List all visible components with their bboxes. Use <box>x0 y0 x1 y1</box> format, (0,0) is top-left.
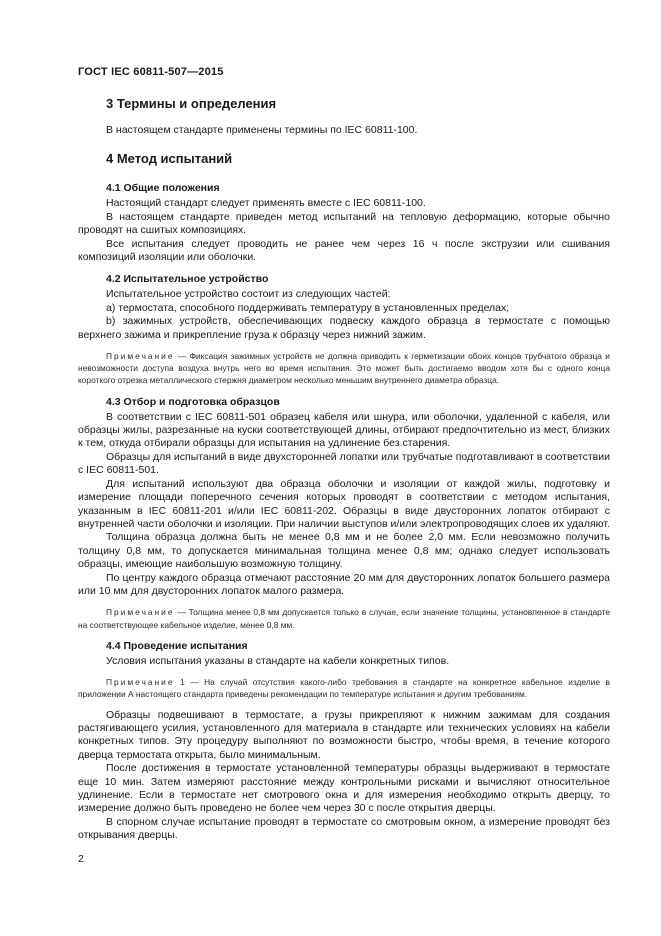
section-3-paragraph: В настоящем стандарте применены термины по IEC 60811-100. <box>106 124 418 136</box>
section-3-heading: 3 Термины и определения <box>106 96 277 111</box>
note <box>78 676 610 700</box>
note <box>78 606 610 630</box>
paragraph: В спорном случае испытание проводят в термостате со смотровым окном, а измерение проводят без открывания дверцы. <box>78 815 610 842</box>
section-4-heading: 4 Метод испытаний <box>106 151 233 167</box>
paragraph: Все испытания следует проводить не ранее чем через 16 ч после экструзии или сшивания композиций изоляции или оболочки. <box>78 237 610 264</box>
subsection-4-4-heading: 4.4 Проведение испытания <box>106 639 248 652</box>
document-body <box>78 90 610 843</box>
paragraph: Настоящий стандарт следует применять вместе с IEC 60811-100. <box>106 197 426 210</box>
subsection-4-2-heading: 4.2 Испытательное устройство <box>106 273 269 286</box>
note-text: 1 — На случай отсутствия какого-либо требования в стандарте на конкретное кабельное изделие в приложении А настоящего стандарта приведены рекомендации по температуре испытания и другим требованиям. <box>78 677 610 700</box>
note <box>78 350 610 387</box>
paragraph: Толщина образца должна быть не менее 0,8 мм и не более 2,0 мм. Если невозможно получить толщину 0,8 мм, то допускается минимальная толщина менее 0,8 мм; однако следует использовать образцы, имеющие наибольшую возможную толщину. <box>78 531 610 571</box>
note-label: Примечание <box>106 677 175 688</box>
document-header: ГОСТ IEC 60811-507—2015 <box>78 66 224 78</box>
list-item: a) термостата, способного поддерживать температуру в установленных пределах; <box>106 301 510 314</box>
note-label: Примечание <box>106 607 175 618</box>
paragraph: Для испытаний используют два образца оболочки и изоляции от каждой жилы, подготовку и измерение площади поперечного сечения которых проводят в соответствии с методом испытания, указанным в IEC 60811-201 и/или IEC 60811-202. Образцы в виде двусторонних лопаток отбирают с внутренней части оболочки и изоляции. При наличии выступов и/или электропроводящих слоев их удаляют. <box>78 477 610 530</box>
paragraph: Испытательное устройство состоит из следующих частей: <box>106 288 391 301</box>
paragraph: По центру каждого образца отмечают расстояние 20 мм для двусторонних лопаток большего размера или 10 мм для двусторонних лопаток малого размера. <box>78 571 610 597</box>
paragraph: Условия испытания указаны в стандарте на кабели конкретных типов. <box>106 654 450 667</box>
paragraph: Образцы для испытаний в виде двухсторонней лопатки или трубчатые подготавливают в соответствии с IEC 60811-501. <box>78 450 610 477</box>
subsection-4-3-heading: 4.3 Отбор и подготовка образцов <box>106 395 280 408</box>
paragraph: Образцы подвешивают в термостате, а грузы прикрепляют к нижним зажимам для создания растягивающего усилия, установленного для материала в стандарте или технических условиях на кабели конкретных типов. Эту процедуру выполняют по возможности быстро, чтобы время, в течение которого дверца термостата открыта, было минимальным. <box>78 708 610 761</box>
paragraph: В настоящем стандарте приведен метод испытаний на тепловую деформацию, которые обычно проводят на сшитых композициях. <box>78 210 610 237</box>
note-text: — Фиксация зажимных устройств не должна приводить к герметизации обоих концов трубчатого образца и невозможности доступа воздуха внутрь него во время испытания. Это может быть достигаемо вводом хотя бы с одного конца короткого отрезка металлического стержня диаметром несколько меньшим внутреннего диаметра образца. <box>78 351 610 386</box>
note-text: — Толщина менее 0,8 мм допускается только в случае, если значение толщины, установленное в стандарте на соответствующее кабельное изделие, менее 0,8 мм. <box>78 607 610 630</box>
paragraph: В соответствии с IEC 60811-501 образец кабеля или шнура, или оболочки, удаленной с кабеля, или образцы жилы, разрезанные на куски соответствующей длины, отбирают предпочтительно из мест, близких к тем, откуда отбирали образцы для испытания на удлинение без старения. <box>78 410 610 450</box>
list-item: b) зажимных устройств, обеспечивающих подвеску каждого образца в термостате с помощью верхнего зажима и прикрепление груза к образцу через нижний зажим. <box>78 315 610 341</box>
paragraph: После достижения в термостате установленной температуры образцы выдерживают в термостате еще 10 мин. Затем измеряют расстояние между контрольными рисками и вычисляют относительное удлинение. Если в термостате нет смотрового окна и для измерения необходимо открыть дверцу, то измерение должно быть проведено не более чем через 30 с после открытия дверцы. <box>78 762 610 815</box>
subsection-4-1-heading: 4.1 Общие положения <box>106 182 220 195</box>
page-number: 2 <box>78 853 84 865</box>
note-label: Примечание <box>106 351 175 362</box>
